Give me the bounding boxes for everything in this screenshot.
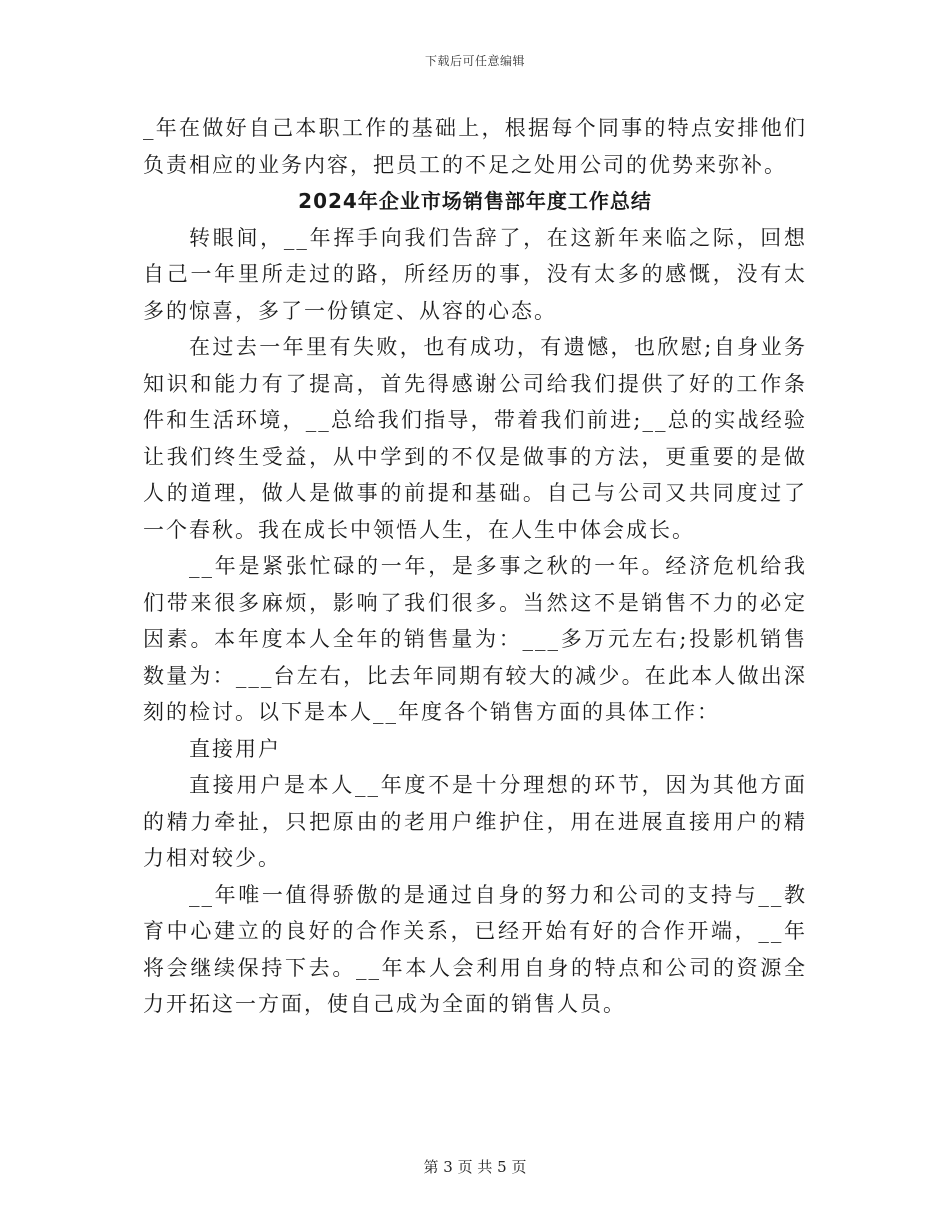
document-title: 2024年企业市场销售部年度工作总结 — [298, 189, 652, 213]
section-heading-direct-users: 直接用户 — [189, 736, 281, 761]
page-header: 下载后可任意编辑 — [424, 54, 525, 68]
paragraph-reflection: 在过去一年里有失败，也有成功，有遗憾，也欣慰;自身业务知识和能力有了提高，首先得感谢公司给我们提供了好的工作条件和生活环境，__总给我们指导，带着我们前进;__总的实战经验让我们终生受益，从中学到的不仅是做事的方法，更重要的是做人的道理，做人是做事的前提和基础。自己与公司又共同度过了一个春秋。我在成长中领悟人生，在人生中体会成长。 — [143, 335, 807, 542]
page-number-footer: 第 3 页 共 5 页 — [423, 1158, 527, 1176]
continuation-paragraph: _年在做好自己本职工作的基础上，根据每个同事的特点安排他们负责相应的业务内容，把员工的不足之处用公司的优势来弥补。 — [143, 116, 807, 177]
paragraph-partnership: __年唯一值得骄傲的是通过自身的努力和公司的支持与__教育中心建立的良好的合作关系，已经开始有好的合作开端，__年将会继续保持下去。__年本人会利用自身的特点和公司的资源全力开拓这一方面，使自己成为全面的销售人员。 — [143, 882, 807, 1016]
document-body — [143, 110, 807, 1023]
paragraph-direct-users: 直接用户是本人__年度不是十分理想的环节，因为其他方面的精力牵扯，只把原由的老用户维护住，用在进展直接用户的精力相对较少。 — [143, 773, 807, 870]
paragraph-intro: 转眼间，__年挥手向我们告辞了，在这新年来临之际，回想自己一年里所走过的路，所经历的事，没有太多的感慨，没有太多的惊喜，多了一份镇定、从容的心态。 — [143, 225, 807, 323]
paragraph-sales-summary: __年是紧张忙碌的一年，是多事之秋的一年。经济危机给我们带来很多麻烦，影响了我们很多。当然这不是销售不力的必定因素。本年度本人全年的销售量为：___多万元左右;投影机销售数量为：___台左右，比去年同期有较大的减少。在此本人做出深刻的检讨。以下是本人__年度各个销售方面的具体工作： — [143, 554, 807, 724]
